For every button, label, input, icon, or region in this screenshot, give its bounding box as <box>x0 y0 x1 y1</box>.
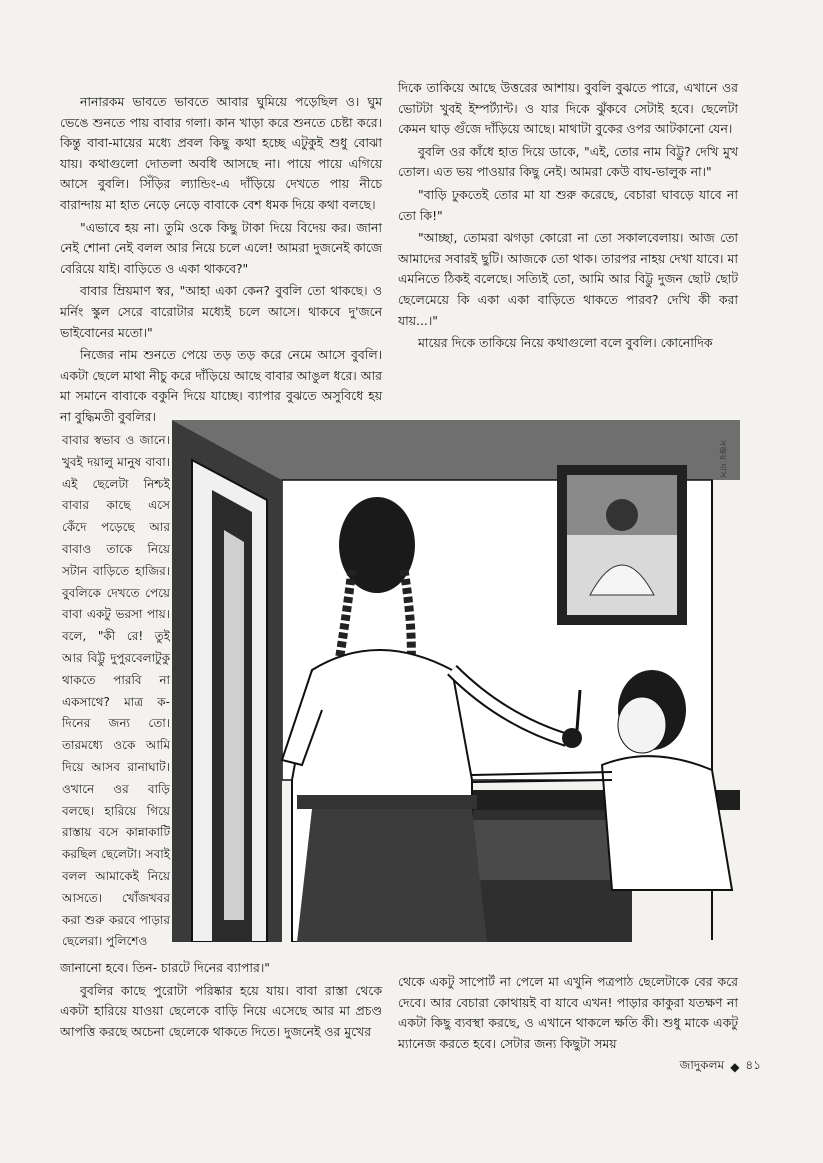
paragraph: বাবার ম্রিয়মাণ স্বর, "আহা একা কেন? বুবলি তো থাকছে। ও মর্নিং স্কুল সেরে বারোটার মধ্যেই চলে আসে। থাকবে দু'জনে ভাইবোনের মতো।" <box>60 283 382 340</box>
paragraph: নানারকম ভাবতে ভাবতে আবার ঘুমিয়ে পড়েছিল ও। ঘুম ভেঙে শুনতে পায় বাবার গলা। কান খাড়া করে শুনতে চেষ্টা করে। কিন্তু বাবা-মায়ের মধ্যে প্রবল কিছু কথা হচ্ছে এটুকুই শুধু বোঝা যায়। কথাগুলো দোতলা অবধি আসছে না। পায়ে পায়ে এগিয়ে আসে বুবলি। সিঁড়ির ল্যান্ডিং-এ দাঁড়িয়ে দেখতে পায় নীচে বারান্দায় মা হাত নেড়ে নেড়ে বাবাকে বেশ ধমক দিয়ে কথা বলছে। <box>60 94 382 212</box>
page-footer <box>680 1057 761 1077</box>
magazine-name: জাদুকলম <box>679 1058 725 1072</box>
paragraph: থেকে একটু সাপোর্ট না পেলে মা এখুনি পত্রপাঠ ছেলেটাকে বের করে দেবে। আর বেচারা কোথায়ই বা যাবে এখন! পাড়ার কাকুরা যতক্ষণ না একটা কিছু ব্যবস্থা করছে, ও এখানে থাকলে ক্ষতি কী। শুধু মাকে একটু ম্যানেজ করতে হবে। সেটার জন্য কিছুটা সময় <box>398 974 738 1051</box>
article-column-narrow <box>62 430 170 955</box>
page-number: ৪১ <box>745 1058 761 1072</box>
paragraph: "এভাবে হয় না। তুমি ওকে কিছু টাকা দিয়ে বিদেয় কর। জানা নেই শোনা নেই বলল আর নিয়ে চলে এলে! আমরা দুজনেই কাজে বেরিয়ে যাই। বাড়িতে ও একা থাকবে?" <box>60 219 382 276</box>
paragraph: "আচ্ছা, তোমরা ঝগড়া কোরো না তো সকালবেলায়। আজ তো আমাদের সবারই ছুটি। আজকে তো থাক। তারপর নাহয় দেখা যাবে। মা এমনিতে ঠিকই বলেছে। সত্যিই তো, আমি আর বিট্টু দুজন ছোট ছোট ছেলেমেয়ে কি একা একা বাড়িতে থাকতে পারব? দেখি কী করা যায়...।" <box>398 230 738 328</box>
paragraph: জানানো হবে। তিন- চারটে দিনের ব্যাপার।" <box>60 960 270 975</box>
paragraph: বাবার স্বভাব ও জানে। খুবই দয়ালু মানুষ বাবা। এই ছেলেটা নিশ্চই বাবার কাছে এসে কেঁদে পড়েছে আর বাবাও তাকে নিয়ে সটান বাড়িতে হাজির। বুবলিকে দেখতে পেয়ে বাবা একটু ভরসা পায়। বলে, "কী রে! তুই আর বিট্টু দুপুরবেলাটুকু থাকতে পারবি না একসাথে? মাত্র ক-দিনের জন্য তো। তারমধ্যে ওকে আমি দিয়ে আসব রানাঘাট। ওখানে ওর বাড়ি বলছে। হারিয়ে গিয়ে রাস্তায় বসে কান্নাকাটি করছিল ছেলেটা। সবাই বলল আমাকেই নিয়ে আসতে। খোঁজখবর করা শুরু করবে পাড়ার ছেলেরা। পুলিশেও <box>62 433 170 949</box>
paragraph: দিকে তাকিয়ে আছে উত্তরের আশায়। বুবলি বুঝতে পারে, এখানে ওর ভোটটা খুবই ইম্পর্ট্যান্ট। ও যার দিকে ঝুঁকবে সেটাই হবে। ছেলেটা কেমন ঘাড় গুঁজে দাঁড়িয়ে আছে। মাথাটা বুকের ওপর আটকানো যেন। <box>398 80 738 137</box>
article-column-right-bottom <box>398 972 738 1056</box>
story-illustration <box>172 420 740 942</box>
diamond-icon: ◆ <box>730 1060 740 1074</box>
illustrator-signature: সঞ্জয় দাস <box>717 440 727 479</box>
paragraph: বুবলির কাছে পুরোটা পরিষ্কার হয়ে যায়। বাবা রাস্তা থেকে একটা হারিয়ে যাওয়া ছেলেকে বাড়ি নিয়ে এসেছে আর মা প্রচণ্ড আপত্তি করছে অচেনা ছেলেকে থাকতে দিতে। দুজনেই ওর মুখের <box>60 982 382 1039</box>
article-column-left-top <box>60 92 382 430</box>
paragraph: নিজের নাম শুনতে পেয়ে তড় তড় করে নেমে আসে বুবলি। একটা ছেলে মাথা নীচু করে দাঁড়িয়ে আছে বাবার আঙুল ধরে। আর মা সমানে বাবাকে বকুনি দিয়ে যাচ্ছে। ব্যাপার বুঝতে অসুবিধে হয় না বুদ্ধিমতী বুবলির। <box>60 347 382 424</box>
article-column-left-bottom <box>60 958 382 1044</box>
paragraph: মায়ের দিকে তাকিয়ে নিয়ে কথাগুলো বলে বুবলি। কোনোদিক <box>418 335 713 351</box>
article-column-right-top <box>398 78 738 356</box>
paragraph: "বাড়ি ঢুকতেই তোর মা যা শুরু করেছে, বেচারা ঘাবড়ে যাবে না তো কি!" <box>398 186 738 223</box>
paragraph: বুবলি ওর কাঁধে হাত দিয়ে ডাকে, "এই, তোর নাম বিট্টু? দেখি মুখ তোল। এত ভয় পাওয়ার কিছু নেই। আমরা কেউ বাঘ-ভালুক না।" <box>398 143 738 180</box>
